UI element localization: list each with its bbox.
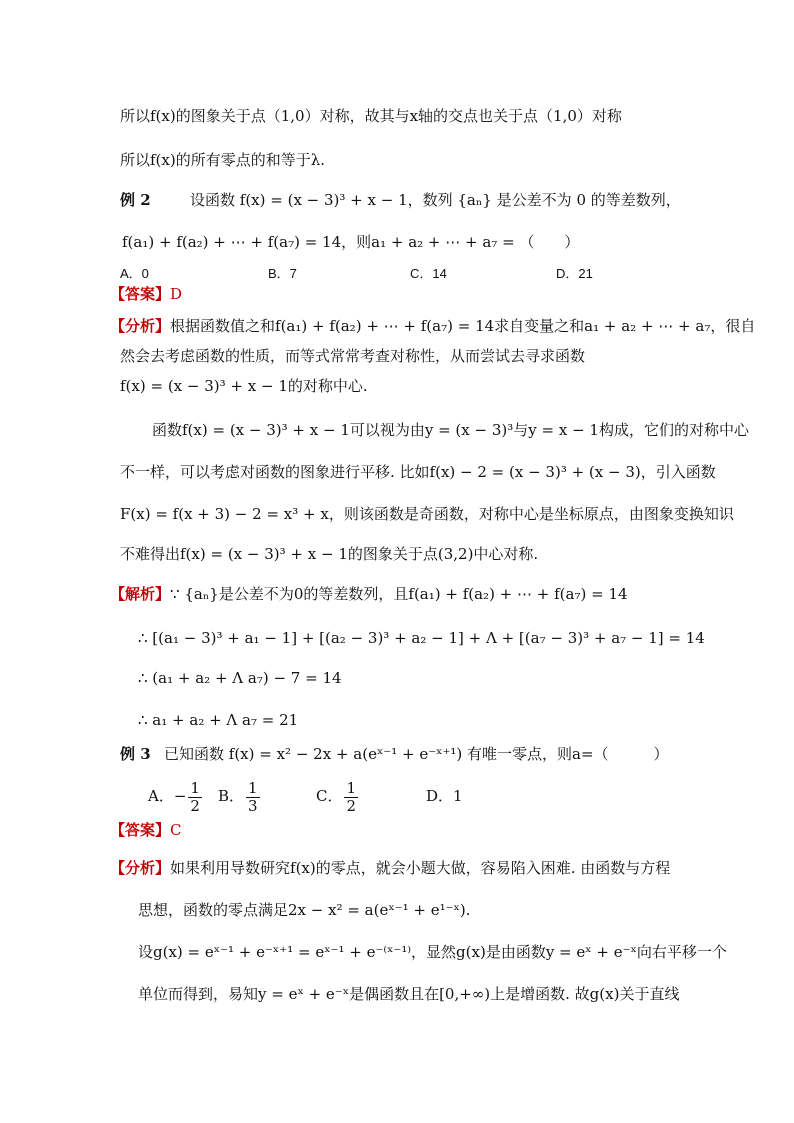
option-d: D．1 <box>426 787 463 805</box>
question-text: 设函数 f(x) = (x − 3)³ + x − 1，数列 {aₙ} 是公差不为 0 的等差数列， <box>190 191 681 209</box>
analysis-line <box>110 858 670 878</box>
analysis-text: 然会去考虑函数的性质，而等式常常考查对称性，从而尝试去寻求函数 <box>120 347 586 365</box>
analysis-text: 函数f(x) = (x − 3)³ + x − 1可以视为由y = (x − 3)³与y = x − 1构成，它们的对称中心 <box>152 421 749 439</box>
option-b: B．7 <box>268 266 297 281</box>
option-a-label: A．− <box>148 787 187 805</box>
text-line: 所以f(x)的所有零点的和等于λ. <box>120 151 325 169</box>
solution-text: ∵ {aₙ}是公差不为0的等差数列，且f(a₁) + f(a₂) + ⋯ + f(a₇) = 14 <box>170 585 628 603</box>
option-c-label: C． <box>316 787 343 805</box>
example-label: 例 2 <box>120 191 151 209</box>
answer-line <box>110 820 182 840</box>
option-b <box>218 778 262 815</box>
solution-text: ∴ a₁ + a₂ + Λ a₇ = 21 <box>138 711 299 729</box>
analysis-tag: 【分析】 <box>110 859 171 877</box>
text-line: 所以f(x)的图象关于点（1,0）对称，故其与x轴的交点也关于点（1,0）对称 <box>120 107 622 125</box>
solution-text: ∴ (a₁ + a₂ + Λ a₇) − 7 = 14 <box>138 669 342 687</box>
fraction-one-third: $\frac{1}{3}$ <box>248 778 258 815</box>
analysis-line <box>110 316 755 336</box>
analysis-text: 不难得出f(x) = (x − 3)³ + x − 1的图象关于点(3,2)中心对称. <box>120 545 539 563</box>
analysis-text: 思想，函数的零点满足2x − x² = a(eˣ⁻¹ + e¹⁻ˣ). <box>138 901 471 919</box>
answer-tag: 【答案】 <box>110 285 171 303</box>
solution-line <box>110 584 628 604</box>
solution-text: ∴ [(a₁ − 3)³ + a₁ − 1] + [(a₂ − 3)³ + a₂ − 1] + Λ + [(a₇ − 3)³ + a₇ − 1] = 14 <box>138 629 705 647</box>
question-text: 已知函数 f(x) = x² − 2x + a(eˣ⁻¹ + e⁻ˣ⁺¹) 有唯一零点，则a=（ ） <box>164 745 669 763</box>
fraction-one-half: $\frac{1}{2}$ <box>190 778 200 815</box>
option-b-label: B． <box>218 787 245 805</box>
analysis-text: 如果利用导数研究f(x)的零点，就会小题大做，容易陷入困难. 由函数与方程 <box>170 859 671 877</box>
option-c: C．14 <box>410 266 447 281</box>
answer-tag: 【答案】 <box>110 821 171 839</box>
answer-value: C <box>170 821 182 839</box>
option-a: A．0 <box>120 266 149 281</box>
analysis-text: F(x) = f(x + 3) − 2 = x³ + x，则该函数是奇函数，对称中心是坐标原点，由图象变换知识 <box>120 505 734 523</box>
example-label: 例 3 <box>120 745 151 763</box>
answer-value: D <box>170 285 183 303</box>
solution-tag: 【解析】 <box>110 585 171 603</box>
analysis-text: 根据函数值之和f(a₁) + f(a₂) + ⋯ + f(a₇) = 14求自变量之和a₁ + a₂ + ⋯ + a₇，很自 <box>170 317 756 335</box>
fraction-one-half: $\frac{1}{2}$ <box>346 778 357 815</box>
analysis-text: f(x) = (x − 3)³ + x − 1的对称中心. <box>120 377 368 395</box>
question-text: f(a₁) + f(a₂) + ⋯ + f(a₇) = 14，则a₁ + a₂ + ⋯ + a₇ = （ ） <box>122 233 580 251</box>
option-d: D．21 <box>556 266 593 281</box>
answer-line <box>110 284 182 304</box>
analysis-tag: 【分析】 <box>110 317 171 335</box>
option-c <box>316 778 360 815</box>
analysis-text: 不一样，可以考虑对函数的图象进行平移. 比如f(x) − 2 = (x − 3)³ + (x − 3)，引入函数 <box>120 463 716 481</box>
analysis-text: 单位而得到，易知y = eˣ + e⁻ˣ是偶函数且在[0,+∞)上是增函数. 故g(x)关于直线 <box>138 985 680 1003</box>
option-a <box>148 778 204 815</box>
analysis-text: 设g(x) = eˣ⁻¹ + e⁻ˣ⁺¹ = eˣ⁻¹ + e⁻⁽ˣ⁻¹⁾，显然g(x)是由函数y = eˣ + e⁻ˣ向右平移一个 <box>138 943 727 961</box>
